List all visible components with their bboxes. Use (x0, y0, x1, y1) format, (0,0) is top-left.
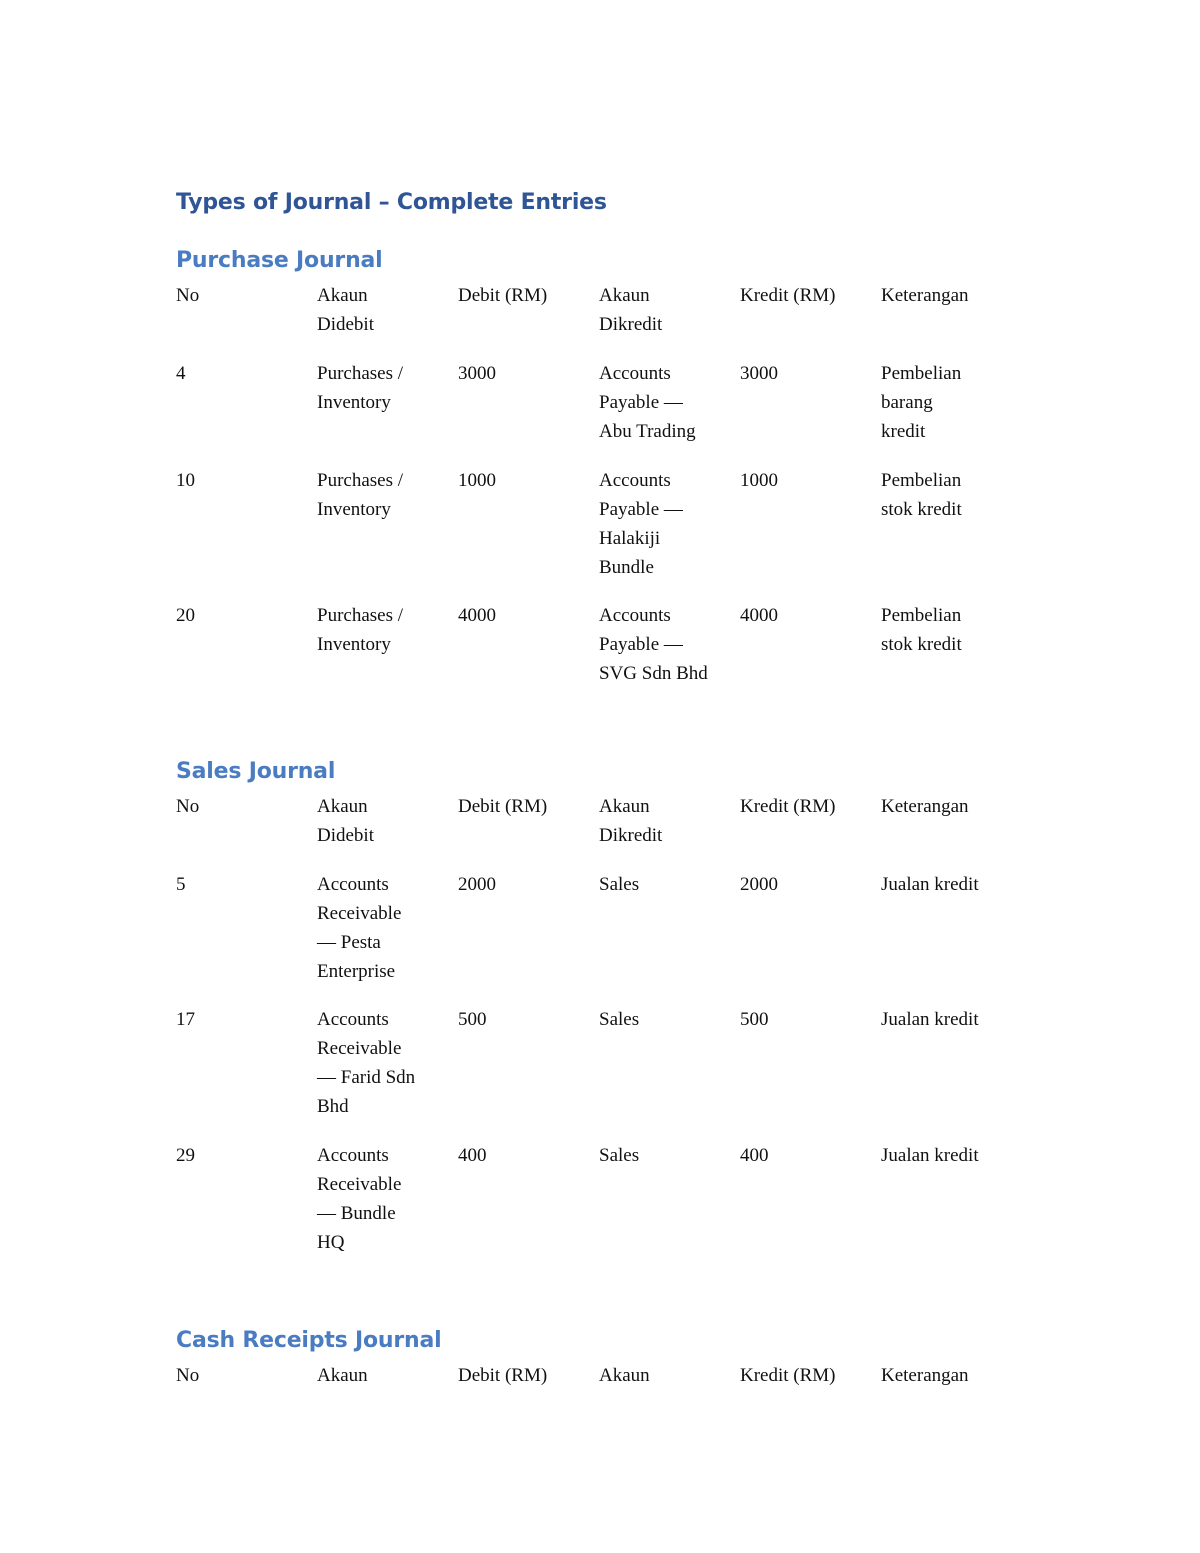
cell-akaun-didebit: Accounts Receivable — Farid Sdn Bhd (317, 1009, 416, 1117)
header-no: No (176, 1365, 200, 1386)
cell-kredit: 500 (740, 1009, 769, 1030)
cell-debit: 3000 (458, 363, 496, 384)
cell-debit: 500 (458, 1009, 487, 1030)
cell-akaun-didebit: Purchases / Inventory (317, 470, 404, 520)
header-akaun-didebit: Akaun Didebit (317, 285, 374, 335)
cell-no: 17 (176, 1009, 195, 1030)
cell-no: 10 (176, 470, 195, 491)
section-heading-purchase-journal: Purchase Journal (176, 248, 383, 273)
cell-kredit: 2000 (740, 874, 778, 895)
header-debit: Debit (RM) (458, 285, 548, 306)
header-akaun-dikredit: Akaun Dikredit (599, 285, 663, 335)
header-no: No (176, 285, 200, 306)
cell-akaun-dikredit: Sales (599, 874, 640, 895)
header-keterangan: Keterangan (881, 285, 969, 306)
cell-no: 5 (176, 874, 186, 895)
section-heading-sales-journal: Sales Journal (176, 759, 336, 784)
cell-akaun-didebit: Purchases / Inventory (317, 605, 404, 655)
header-debit: Debit (RM) (458, 796, 548, 817)
cell-no: 29 (176, 1145, 195, 1166)
header-akaun-didebit: Akaun (317, 1365, 368, 1386)
page-title: Types of Journal – Complete Entries (176, 190, 607, 215)
cell-akaun-dikredit: Sales (599, 1145, 640, 1166)
cell-akaun-didebit: Purchases / Inventory (317, 363, 404, 413)
header-akaun-dikredit: Akaun Dikredit (599, 796, 663, 846)
cell-akaun-dikredit: Accounts Payable — Abu Trading (599, 363, 696, 442)
cell-akaun-didebit: Accounts Receivable — Pesta Enterprise (317, 874, 402, 982)
cell-keterangan: Jualan kredit (881, 874, 979, 895)
header-kredit: Kredit (RM) (740, 796, 836, 817)
header-akaun-dikredit: Akaun (599, 1365, 650, 1386)
cell-akaun-didebit: Accounts Receivable — Bundle HQ (317, 1145, 402, 1253)
cell-debit: 1000 (458, 470, 496, 491)
cell-kredit: 1000 (740, 470, 778, 491)
cell-kredit: 4000 (740, 605, 778, 626)
header-akaun-didebit: Akaun Didebit (317, 796, 374, 846)
header-keterangan: Keterangan (881, 1365, 969, 1386)
cell-kredit: 3000 (740, 363, 778, 384)
cell-akaun-dikredit: Accounts Payable — Halakiji Bundle (599, 470, 683, 578)
cell-keterangan: Pembelian stok kredit (881, 470, 962, 520)
header-no: No (176, 796, 200, 817)
header-kredit: Kredit (RM) (740, 285, 836, 306)
cell-debit: 4000 (458, 605, 496, 626)
cell-keterangan: Jualan kredit (881, 1009, 979, 1030)
cell-debit: 400 (458, 1145, 487, 1166)
cell-kredit: 400 (740, 1145, 769, 1166)
header-keterangan: Keterangan (881, 796, 969, 817)
section-heading-cash-receipts-journal: Cash Receipts Journal (176, 1328, 442, 1353)
header-debit: Debit (RM) (458, 1365, 548, 1386)
cell-no: 20 (176, 605, 195, 626)
cell-akaun-dikredit: Accounts Payable — SVG Sdn Bhd (599, 605, 708, 684)
cell-keterangan: Jualan kredit (881, 1145, 979, 1166)
cell-akaun-dikredit: Sales (599, 1009, 640, 1030)
cell-no: 4 (176, 363, 186, 384)
cell-keterangan: Pembelian stok kredit (881, 605, 962, 655)
cell-keterangan: Pembelian barang kredit (881, 363, 962, 442)
cell-debit: 2000 (458, 874, 496, 895)
header-kredit: Kredit (RM) (740, 1365, 836, 1386)
